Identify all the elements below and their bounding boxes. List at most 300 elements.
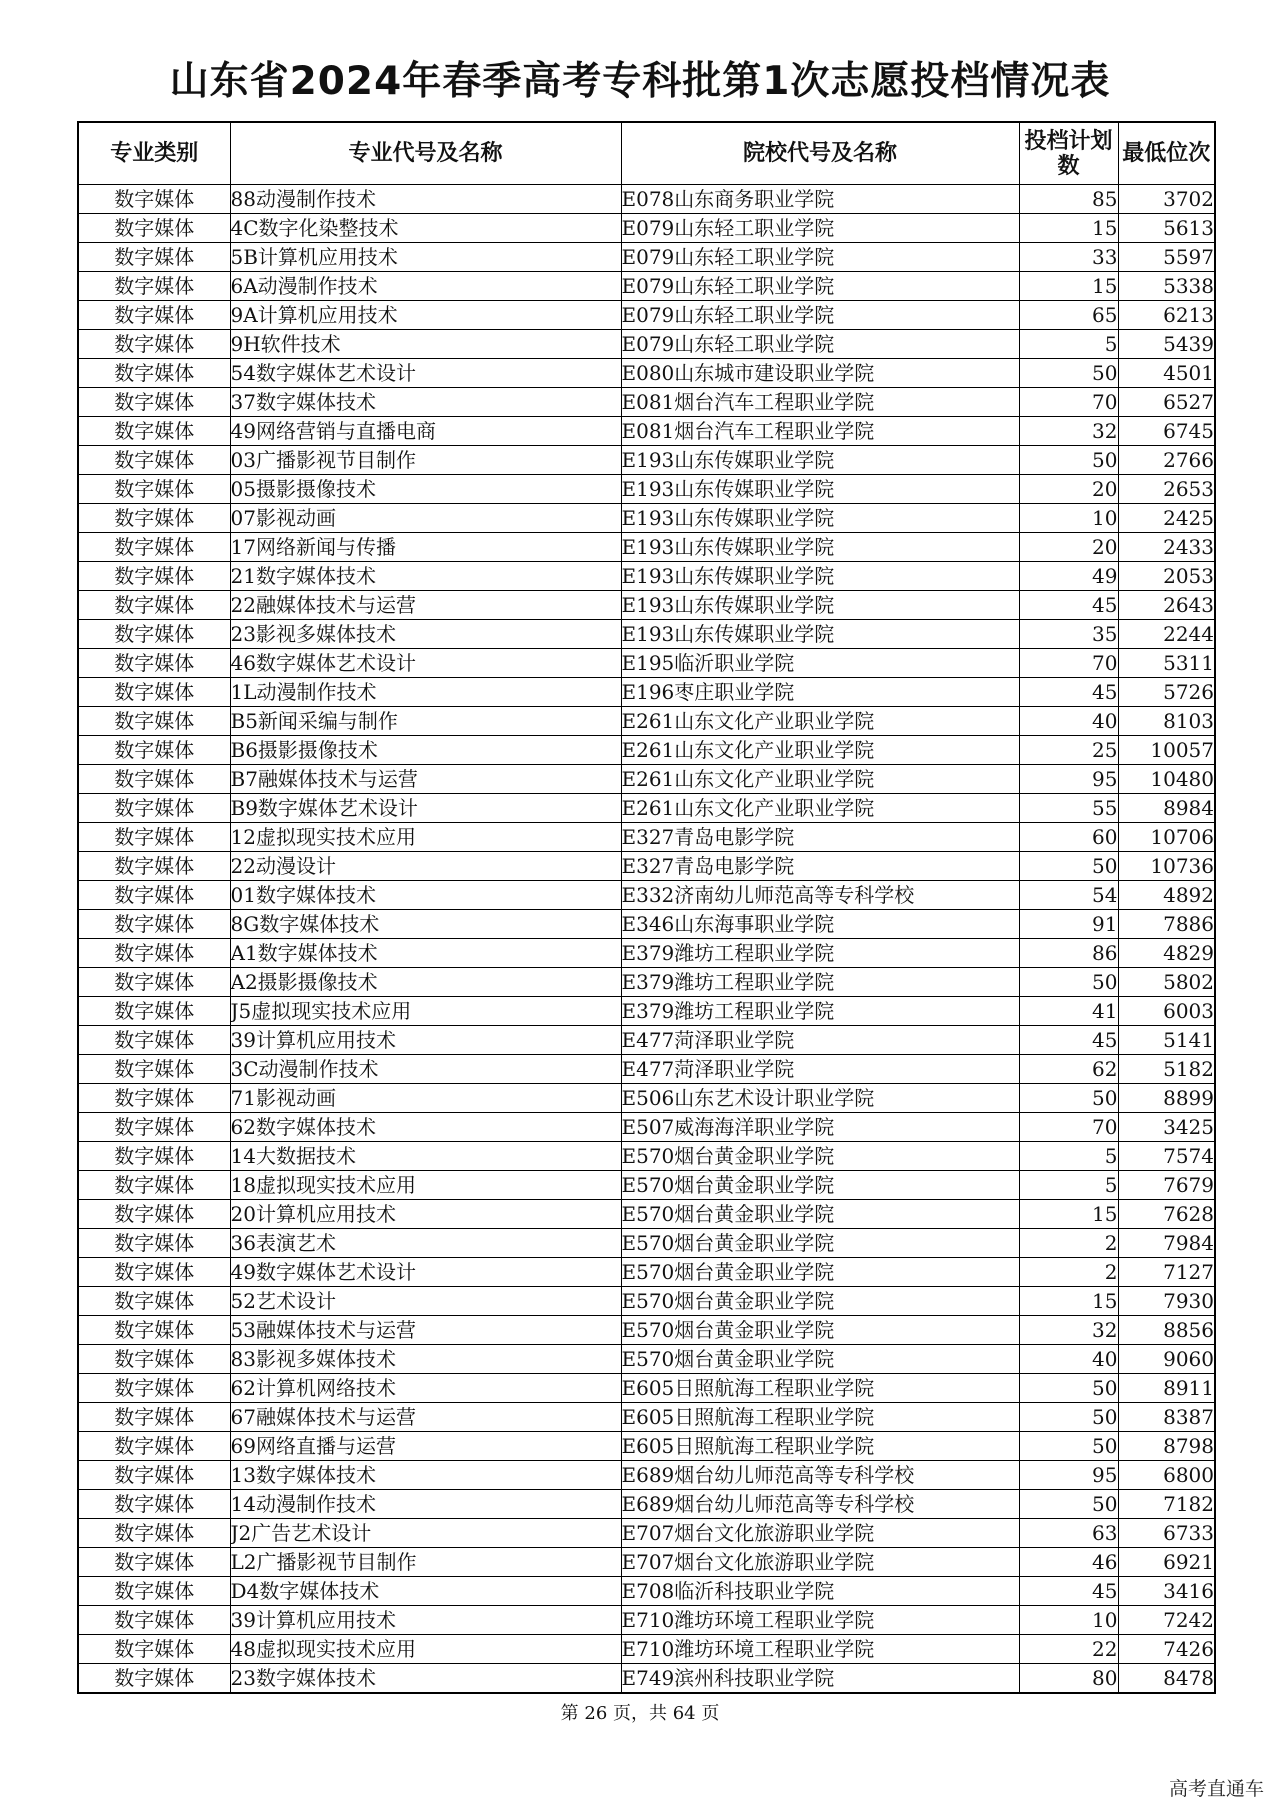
cell-plan: 91 bbox=[1019, 910, 1118, 939]
cell-major: 36表演艺术 bbox=[230, 1229, 621, 1258]
cell-category: 数字媒体 bbox=[78, 214, 230, 243]
table-row bbox=[78, 1664, 1215, 1694]
cell-major: J2广告艺术设计 bbox=[230, 1519, 621, 1548]
cell-major: B6摄影摄像技术 bbox=[230, 736, 621, 765]
cell-school: E708临沂科技职业学院 bbox=[621, 1577, 1019, 1606]
header-category: 专业类别 bbox=[78, 122, 230, 185]
cell-major: 23数字媒体技术 bbox=[230, 1664, 621, 1694]
cell-rank: 4829 bbox=[1118, 939, 1215, 968]
cell-category: 数字媒体 bbox=[78, 649, 230, 678]
cell-plan: 85 bbox=[1019, 185, 1118, 214]
cell-category: 数字媒体 bbox=[78, 997, 230, 1026]
table-row bbox=[78, 910, 1215, 939]
table-row bbox=[78, 620, 1215, 649]
cell-major: 62数字媒体技术 bbox=[230, 1113, 621, 1142]
cell-rank: 5338 bbox=[1118, 272, 1215, 301]
cell-plan: 40 bbox=[1019, 707, 1118, 736]
cell-plan: 10 bbox=[1019, 504, 1118, 533]
page-title: 山东省2024年春季高考专科批第1次志愿投档情况表 bbox=[169, 59, 1111, 104]
cell-major: 88动漫制作技术 bbox=[230, 185, 621, 214]
cell-category: 数字媒体 bbox=[78, 939, 230, 968]
cell-rank: 2653 bbox=[1118, 475, 1215, 504]
cell-category: 数字媒体 bbox=[78, 1316, 230, 1345]
cell-rank: 2643 bbox=[1118, 591, 1215, 620]
cell-plan: 40 bbox=[1019, 1345, 1118, 1374]
cell-rank: 3416 bbox=[1118, 1577, 1215, 1606]
cell-school: E570烟台黄金职业学院 bbox=[621, 1229, 1019, 1258]
cell-category: 数字媒体 bbox=[78, 446, 230, 475]
table-row bbox=[78, 301, 1215, 330]
table-row bbox=[78, 852, 1215, 881]
cell-plan: 63 bbox=[1019, 1519, 1118, 1548]
cell-school: E707烟台文化旅游职业学院 bbox=[621, 1548, 1019, 1577]
cell-school: E570烟台黄金职业学院 bbox=[621, 1345, 1019, 1374]
table-row bbox=[78, 736, 1215, 765]
cell-plan: 20 bbox=[1019, 533, 1118, 562]
cell-rank: 10736 bbox=[1118, 852, 1215, 881]
cell-school: E570烟台黄金职业学院 bbox=[621, 1171, 1019, 1200]
cell-school: E605日照航海工程职业学院 bbox=[621, 1374, 1019, 1403]
table-row bbox=[78, 185, 1215, 214]
cell-category: 数字媒体 bbox=[78, 765, 230, 794]
table-row bbox=[78, 562, 1215, 591]
table-row bbox=[78, 330, 1215, 359]
cell-category: 数字媒体 bbox=[78, 1171, 230, 1200]
table-row bbox=[78, 1258, 1215, 1287]
table-row bbox=[78, 1026, 1215, 1055]
cell-major: 13数字媒体技术 bbox=[230, 1461, 621, 1490]
cell-major: 52艺术设计 bbox=[230, 1287, 621, 1316]
cell-rank: 2425 bbox=[1118, 504, 1215, 533]
cell-school: E570烟台黄金职业学院 bbox=[621, 1142, 1019, 1171]
cell-rank: 7628 bbox=[1118, 1200, 1215, 1229]
cell-major: L2广播影视节目制作 bbox=[230, 1548, 621, 1577]
cell-category: 数字媒体 bbox=[78, 301, 230, 330]
cell-category: 数字媒体 bbox=[78, 1577, 230, 1606]
cell-rank: 8911 bbox=[1118, 1374, 1215, 1403]
cell-rank: 8899 bbox=[1118, 1084, 1215, 1113]
cell-school: E605日照航海工程职业学院 bbox=[621, 1432, 1019, 1461]
cell-major: 67融媒体技术与运营 bbox=[230, 1403, 621, 1432]
cell-category: 数字媒体 bbox=[78, 1519, 230, 1548]
table-header-row bbox=[78, 122, 1215, 185]
cell-rank: 5311 bbox=[1118, 649, 1215, 678]
table-row bbox=[78, 1200, 1215, 1229]
cell-category: 数字媒体 bbox=[78, 823, 230, 852]
cell-school: E689烟台幼儿师范高等专科学校 bbox=[621, 1461, 1019, 1490]
cell-plan: 45 bbox=[1019, 1026, 1118, 1055]
cell-rank: 7930 bbox=[1118, 1287, 1215, 1316]
table-row bbox=[78, 1548, 1215, 1577]
cell-category: 数字媒体 bbox=[78, 1026, 230, 1055]
table-row bbox=[78, 678, 1215, 707]
cell-rank: 5141 bbox=[1118, 1026, 1215, 1055]
cell-school: E570烟台黄金职业学院 bbox=[621, 1316, 1019, 1345]
cell-rank: 6527 bbox=[1118, 388, 1215, 417]
cell-rank: 6921 bbox=[1118, 1548, 1215, 1577]
cell-plan: 50 bbox=[1019, 1374, 1118, 1403]
cell-category: 数字媒体 bbox=[78, 1403, 230, 1432]
cell-category: 数字媒体 bbox=[78, 185, 230, 214]
cell-category: 数字媒体 bbox=[78, 533, 230, 562]
cell-category: 数字媒体 bbox=[78, 1258, 230, 1287]
cell-major: 5B计算机应用技术 bbox=[230, 243, 621, 272]
cell-rank: 8984 bbox=[1118, 794, 1215, 823]
cell-rank: 7426 bbox=[1118, 1635, 1215, 1664]
cell-category: 数字媒体 bbox=[78, 330, 230, 359]
cell-plan: 5 bbox=[1019, 1142, 1118, 1171]
cell-school: E193山东传媒职业学院 bbox=[621, 446, 1019, 475]
cell-major: 23影视多媒体技术 bbox=[230, 620, 621, 649]
cell-plan: 70 bbox=[1019, 649, 1118, 678]
cell-rank: 2433 bbox=[1118, 533, 1215, 562]
cell-rank: 2053 bbox=[1118, 562, 1215, 591]
cell-school: E079山东轻工职业学院 bbox=[621, 243, 1019, 272]
table-row bbox=[78, 388, 1215, 417]
cell-school: E079山东轻工职业学院 bbox=[621, 272, 1019, 301]
cell-category: 数字媒体 bbox=[78, 1374, 230, 1403]
table-row bbox=[78, 649, 1215, 678]
cell-major: 14动漫制作技术 bbox=[230, 1490, 621, 1519]
cell-rank: 6213 bbox=[1118, 301, 1215, 330]
cell-school: E379潍坊工程职业学院 bbox=[621, 968, 1019, 997]
table-row bbox=[78, 1055, 1215, 1084]
cell-rank: 7574 bbox=[1118, 1142, 1215, 1171]
cell-rank: 7679 bbox=[1118, 1171, 1215, 1200]
cell-rank: 5613 bbox=[1118, 214, 1215, 243]
table-row bbox=[78, 997, 1215, 1026]
cell-major: 39计算机应用技术 bbox=[230, 1026, 621, 1055]
cell-rank: 7984 bbox=[1118, 1229, 1215, 1258]
page-footer: 第 26 页，共 64 页 bbox=[560, 1703, 720, 1724]
cell-major: 37数字媒体技术 bbox=[230, 388, 621, 417]
cell-school: E332济南幼儿师范高等专科学校 bbox=[621, 881, 1019, 910]
table-row bbox=[78, 1374, 1215, 1403]
cell-rank: 2244 bbox=[1118, 620, 1215, 649]
cell-plan: 54 bbox=[1019, 881, 1118, 910]
table-row bbox=[78, 243, 1215, 272]
cell-category: 数字媒体 bbox=[78, 678, 230, 707]
cell-major: 49数字媒体艺术设计 bbox=[230, 1258, 621, 1287]
cell-major: 54数字媒体艺术设计 bbox=[230, 359, 621, 388]
cell-rank: 7127 bbox=[1118, 1258, 1215, 1287]
table-row bbox=[78, 1084, 1215, 1113]
header-rank: 最低位次 bbox=[1118, 122, 1215, 185]
cell-school: E477菏泽职业学院 bbox=[621, 1026, 1019, 1055]
table-row bbox=[78, 1577, 1215, 1606]
table-row bbox=[78, 794, 1215, 823]
cell-rank: 7182 bbox=[1118, 1490, 1215, 1519]
header-school: 院校代号及名称 bbox=[621, 122, 1019, 185]
cell-rank: 8387 bbox=[1118, 1403, 1215, 1432]
cell-category: 数字媒体 bbox=[78, 1606, 230, 1635]
cell-plan: 50 bbox=[1019, 359, 1118, 388]
cell-category: 数字媒体 bbox=[78, 359, 230, 388]
cell-major: 07影视动画 bbox=[230, 504, 621, 533]
cell-school: E079山东轻工职业学院 bbox=[621, 301, 1019, 330]
cell-plan: 41 bbox=[1019, 997, 1118, 1026]
cell-category: 数字媒体 bbox=[78, 620, 230, 649]
header-major: 专业代号及名称 bbox=[230, 122, 621, 185]
cell-school: E710潍坊环境工程职业学院 bbox=[621, 1606, 1019, 1635]
cell-rank: 7886 bbox=[1118, 910, 1215, 939]
cell-category: 数字媒体 bbox=[78, 794, 230, 823]
cell-rank: 5726 bbox=[1118, 678, 1215, 707]
cell-category: 数字媒体 bbox=[78, 1432, 230, 1461]
cell-school: E193山东传媒职业学院 bbox=[621, 620, 1019, 649]
cell-school: E327青岛电影学院 bbox=[621, 823, 1019, 852]
cell-major: 39计算机应用技术 bbox=[230, 1606, 621, 1635]
table-row bbox=[78, 475, 1215, 504]
table-row bbox=[78, 1635, 1215, 1664]
cell-school: E196枣庄职业学院 bbox=[621, 678, 1019, 707]
cell-rank: 4892 bbox=[1118, 881, 1215, 910]
cell-school: E193山东传媒职业学院 bbox=[621, 562, 1019, 591]
cell-category: 数字媒体 bbox=[78, 1142, 230, 1171]
cell-rank: 5182 bbox=[1118, 1055, 1215, 1084]
cell-rank: 8478 bbox=[1118, 1664, 1215, 1694]
table-row bbox=[78, 1171, 1215, 1200]
table-row bbox=[78, 707, 1215, 736]
cell-category: 数字媒体 bbox=[78, 504, 230, 533]
cell-major: D4数字媒体技术 bbox=[230, 1577, 621, 1606]
cell-major: 1L动漫制作技术 bbox=[230, 678, 621, 707]
cell-rank: 6745 bbox=[1118, 417, 1215, 446]
cell-rank: 5597 bbox=[1118, 243, 1215, 272]
cell-school: E379潍坊工程职业学院 bbox=[621, 997, 1019, 1026]
cell-school: E570烟台黄金职业学院 bbox=[621, 1258, 1019, 1287]
cell-rank: 2766 bbox=[1118, 446, 1215, 475]
cell-school: E079山东轻工职业学院 bbox=[621, 214, 1019, 243]
cell-plan: 10 bbox=[1019, 1606, 1118, 1635]
cell-major: 01数字媒体技术 bbox=[230, 881, 621, 910]
cell-category: 数字媒体 bbox=[78, 910, 230, 939]
cell-school: E193山东传媒职业学院 bbox=[621, 533, 1019, 562]
cell-school: E261山东文化产业职业学院 bbox=[621, 794, 1019, 823]
cell-rank: 7242 bbox=[1118, 1606, 1215, 1635]
cell-plan: 33 bbox=[1019, 243, 1118, 272]
cell-category: 数字媒体 bbox=[78, 591, 230, 620]
table-row bbox=[78, 272, 1215, 301]
cell-school: E193山东传媒职业学院 bbox=[621, 591, 1019, 620]
cell-major: 14大数据技术 bbox=[230, 1142, 621, 1171]
cell-plan: 50 bbox=[1019, 1084, 1118, 1113]
cell-plan: 45 bbox=[1019, 1577, 1118, 1606]
cell-plan: 45 bbox=[1019, 678, 1118, 707]
cell-school: E379潍坊工程职业学院 bbox=[621, 939, 1019, 968]
cell-major: J5虚拟现实技术应用 bbox=[230, 997, 621, 1026]
cell-plan: 15 bbox=[1019, 272, 1118, 301]
cell-plan: 50 bbox=[1019, 446, 1118, 475]
cell-plan: 32 bbox=[1019, 417, 1118, 446]
cell-plan: 5 bbox=[1019, 330, 1118, 359]
table-row bbox=[78, 417, 1215, 446]
cell-school: E570烟台黄金职业学院 bbox=[621, 1287, 1019, 1316]
cell-category: 数字媒体 bbox=[78, 1113, 230, 1142]
table-row bbox=[78, 533, 1215, 562]
cell-category: 数字媒体 bbox=[78, 968, 230, 997]
table-row bbox=[78, 881, 1215, 910]
cell-school: E079山东轻工职业学院 bbox=[621, 330, 1019, 359]
cell-category: 数字媒体 bbox=[78, 417, 230, 446]
cell-rank: 4501 bbox=[1118, 359, 1215, 388]
cell-school: E570烟台黄金职业学院 bbox=[621, 1200, 1019, 1229]
cell-major: 17网络新闻与传播 bbox=[230, 533, 621, 562]
cell-plan: 50 bbox=[1019, 1403, 1118, 1432]
cell-major: 69网络直播与运营 bbox=[230, 1432, 621, 1461]
cell-category: 数字媒体 bbox=[78, 1664, 230, 1694]
table-row bbox=[78, 1316, 1215, 1345]
cell-plan: 95 bbox=[1019, 765, 1118, 794]
cell-category: 数字媒体 bbox=[78, 1345, 230, 1374]
cell-major: 18虚拟现实技术应用 bbox=[230, 1171, 621, 1200]
cell-plan: 86 bbox=[1019, 939, 1118, 968]
cell-plan: 50 bbox=[1019, 1490, 1118, 1519]
table-body bbox=[78, 185, 1215, 1694]
table-row bbox=[78, 1490, 1215, 1519]
cell-category: 数字媒体 bbox=[78, 475, 230, 504]
cell-plan: 60 bbox=[1019, 823, 1118, 852]
cell-rank: 8798 bbox=[1118, 1432, 1215, 1461]
cell-plan: 65 bbox=[1019, 301, 1118, 330]
table-row bbox=[78, 823, 1215, 852]
cell-plan: 50 bbox=[1019, 968, 1118, 997]
cell-plan: 49 bbox=[1019, 562, 1118, 591]
cell-major: 3C动漫制作技术 bbox=[230, 1055, 621, 1084]
cell-plan: 46 bbox=[1019, 1548, 1118, 1577]
cell-rank: 8103 bbox=[1118, 707, 1215, 736]
cell-major: 20计算机应用技术 bbox=[230, 1200, 621, 1229]
cell-major: 22融媒体技术与运营 bbox=[230, 591, 621, 620]
cell-major: 62计算机网络技术 bbox=[230, 1374, 621, 1403]
cell-school: E327青岛电影学院 bbox=[621, 852, 1019, 881]
cell-plan: 95 bbox=[1019, 1461, 1118, 1490]
cell-rank: 10057 bbox=[1118, 736, 1215, 765]
cell-school: E749滨州科技职业学院 bbox=[621, 1664, 1019, 1694]
cell-school: E346山东海事职业学院 bbox=[621, 910, 1019, 939]
cell-major: 4C数字化染整技术 bbox=[230, 214, 621, 243]
cell-plan: 45 bbox=[1019, 591, 1118, 620]
cell-plan: 70 bbox=[1019, 1113, 1118, 1142]
cell-plan: 80 bbox=[1019, 1664, 1118, 1694]
cell-school: E081烟台汽车工程职业学院 bbox=[621, 388, 1019, 417]
cell-school: E707烟台文化旅游职业学院 bbox=[621, 1519, 1019, 1548]
cell-plan: 15 bbox=[1019, 214, 1118, 243]
cell-category: 数字媒体 bbox=[78, 1490, 230, 1519]
cell-plan: 15 bbox=[1019, 1200, 1118, 1229]
cell-category: 数字媒体 bbox=[78, 1548, 230, 1577]
cell-major: 8G数字媒体技术 bbox=[230, 910, 621, 939]
cell-rank: 10480 bbox=[1118, 765, 1215, 794]
cell-major: 9A计算机应用技术 bbox=[230, 301, 621, 330]
cell-plan: 20 bbox=[1019, 475, 1118, 504]
cell-major: A2摄影摄像技术 bbox=[230, 968, 621, 997]
cell-category: 数字媒体 bbox=[78, 707, 230, 736]
cell-plan: 50 bbox=[1019, 1432, 1118, 1461]
table-row bbox=[78, 1113, 1215, 1142]
cell-school: E710潍坊环境工程职业学院 bbox=[621, 1635, 1019, 1664]
table-row bbox=[78, 1229, 1215, 1258]
cell-major: 03广播影视节目制作 bbox=[230, 446, 621, 475]
cell-plan: 70 bbox=[1019, 388, 1118, 417]
cell-rank: 10706 bbox=[1118, 823, 1215, 852]
cell-category: 数字媒体 bbox=[78, 1055, 230, 1084]
cell-category: 数字媒体 bbox=[78, 388, 230, 417]
cell-school: E506山东艺术设计职业学院 bbox=[621, 1084, 1019, 1113]
cell-school: E081烟台汽车工程职业学院 bbox=[621, 417, 1019, 446]
cell-plan: 15 bbox=[1019, 1287, 1118, 1316]
cell-category: 数字媒体 bbox=[78, 1084, 230, 1113]
cell-major: 53融媒体技术与运营 bbox=[230, 1316, 621, 1345]
cell-rank: 5439 bbox=[1118, 330, 1215, 359]
table-row bbox=[78, 939, 1215, 968]
table-row bbox=[78, 1142, 1215, 1171]
cell-major: 83影视多媒体技术 bbox=[230, 1345, 621, 1374]
cell-category: 数字媒体 bbox=[78, 1287, 230, 1316]
cell-plan: 2 bbox=[1019, 1258, 1118, 1287]
cell-major: B5新闻采编与制作 bbox=[230, 707, 621, 736]
cell-plan: 5 bbox=[1019, 1171, 1118, 1200]
cell-category: 数字媒体 bbox=[78, 1229, 230, 1258]
table-row bbox=[78, 591, 1215, 620]
cell-major: A1数字媒体技术 bbox=[230, 939, 621, 968]
cell-rank: 8856 bbox=[1118, 1316, 1215, 1345]
table-row bbox=[78, 446, 1215, 475]
cell-plan: 25 bbox=[1019, 736, 1118, 765]
cell-major: 05摄影摄像技术 bbox=[230, 475, 621, 504]
cell-category: 数字媒体 bbox=[78, 1461, 230, 1490]
cell-plan: 22 bbox=[1019, 1635, 1118, 1664]
table-row bbox=[78, 1287, 1215, 1316]
cell-school: E689烟台幼儿师范高等专科学校 bbox=[621, 1490, 1019, 1519]
cell-school: E477菏泽职业学院 bbox=[621, 1055, 1019, 1084]
table-row bbox=[78, 968, 1215, 997]
table-row bbox=[78, 765, 1215, 794]
table-row bbox=[78, 1432, 1215, 1461]
table-row bbox=[78, 1461, 1215, 1490]
cell-major: 71影视动画 bbox=[230, 1084, 621, 1113]
cell-school: E507威海海洋职业学院 bbox=[621, 1113, 1019, 1142]
cell-major: 9H软件技术 bbox=[230, 330, 621, 359]
cell-major: 6A动漫制作技术 bbox=[230, 272, 621, 301]
cell-category: 数字媒体 bbox=[78, 243, 230, 272]
table-row bbox=[78, 359, 1215, 388]
cell-plan: 50 bbox=[1019, 852, 1118, 881]
cell-rank: 9060 bbox=[1118, 1345, 1215, 1374]
cell-major: 21数字媒体技术 bbox=[230, 562, 621, 591]
cell-school: E078山东商务职业学院 bbox=[621, 185, 1019, 214]
table-row bbox=[78, 1519, 1215, 1548]
admission-table bbox=[77, 121, 1216, 1694]
cell-school: E261山东文化产业职业学院 bbox=[621, 707, 1019, 736]
cell-category: 数字媒体 bbox=[78, 562, 230, 591]
cell-major: 46数字媒体艺术设计 bbox=[230, 649, 621, 678]
cell-plan: 32 bbox=[1019, 1316, 1118, 1345]
cell-school: E195临沂职业学院 bbox=[621, 649, 1019, 678]
cell-plan: 62 bbox=[1019, 1055, 1118, 1084]
table-row bbox=[78, 1606, 1215, 1635]
cell-school: E605日照航海工程职业学院 bbox=[621, 1403, 1019, 1432]
cell-plan: 35 bbox=[1019, 620, 1118, 649]
cell-major: B9数字媒体艺术设计 bbox=[230, 794, 621, 823]
table-row bbox=[78, 1403, 1215, 1432]
cell-major: B7融媒体技术与运营 bbox=[230, 765, 621, 794]
cell-school: E080山东城市建设职业学院 bbox=[621, 359, 1019, 388]
cell-rank: 6800 bbox=[1118, 1461, 1215, 1490]
cell-plan: 2 bbox=[1019, 1229, 1118, 1258]
table-row bbox=[78, 1345, 1215, 1374]
cell-school: E193山东传媒职业学院 bbox=[621, 504, 1019, 533]
